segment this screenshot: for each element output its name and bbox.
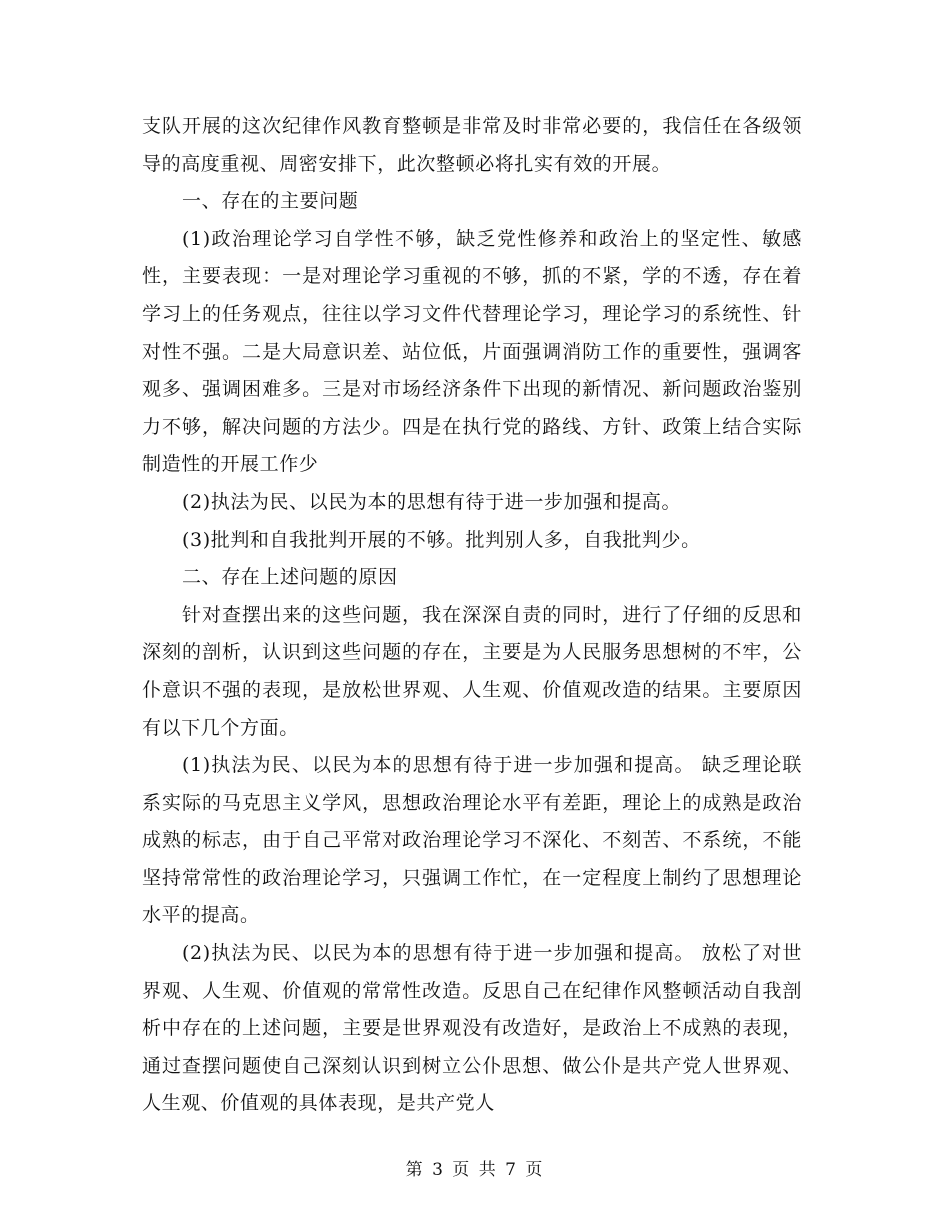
paragraph-cause-1: (1)执法为民、以民为本的思想有待于进一步加强和提高。 缺乏理论联系实际的马克思主义学风，思想政治理论水平有差距，理论上的成熟是政治成熟的标志，由于自己平常对政治理论学习不深化、不刻苦、不系统，不能坚持常常性的政治理论学习，只强调工作忙，在一定程度上制约了思想理论水平的提高。 [142, 754, 802, 927]
section-heading-2: 二、存在上述问题的原因 [182, 566, 398, 589]
paragraph-problem-3: (3)批判和自我批判开展的不够。批判别人多，自我批判少。 [182, 528, 701, 551]
paragraph-problem-1: (1)政治理论学习自学性不够，缺乏党性修养和政治上的坚定性、敏感性，主要表现：一是对理论学习重视的不够，抓的不紧，学的不透，存在着学习上的任务观点，往往以学习文件代替理论学习，理论学习的系统性、针对性不强。二是大局意识差、站位低，片面强调消防工作的重要性，强调客观多、强调困难多。三是对市场经济条件下出现的新情况、新问题政治鉴别力不够，解决问题的方法少。四是在执行党的路线、方针、政策上结合实际制造性的开展工作少 [142, 227, 802, 476]
paragraph-problem-2: (2)执法为民、以民为本的思想有待于进一步加强和提高。 [182, 490, 682, 513]
page-number-footer: 第 3 页 共 7 页 [405, 1160, 545, 1180]
paragraph-cause-2: (2)执法为民、以民为本的思想有待于进一步加强和提高。 放松了对世界观、人生观、价值观的常常性改造。反思自己在纪律作风整顿活动自我剖析中存在的上述问题，主要是世界观没有改造好，是政治上不成熟的表现，通过查摆问题使自己深刻认识到树立公仆思想、做公仆是共产党人世界观、人生观、价值观的具体表现，是共产党人 [142, 942, 802, 1115]
paragraph-cause-intro: 针对查摆出来的这些问题，我在深深自责的同时，进行了仔细的反思和深刻的剖析，认识到这些问题的存在，主要是为人民服务思想树的不牢，公仆意识不强的表现，是放松世界观、人生观、价值观改造的结果。主要原因有以下几个方面。 [142, 603, 802, 739]
document-body [142, 108, 802, 1123]
paragraph-1: 支队开展的这次纪律作风教育整顿是非常及时非常必要的，我信任在各级领导的高度重视、周密安排下，此次整顿必将扎实有效的开展。 [142, 115, 802, 175]
section-heading-1: 一、存在的主要问题 [182, 190, 359, 213]
